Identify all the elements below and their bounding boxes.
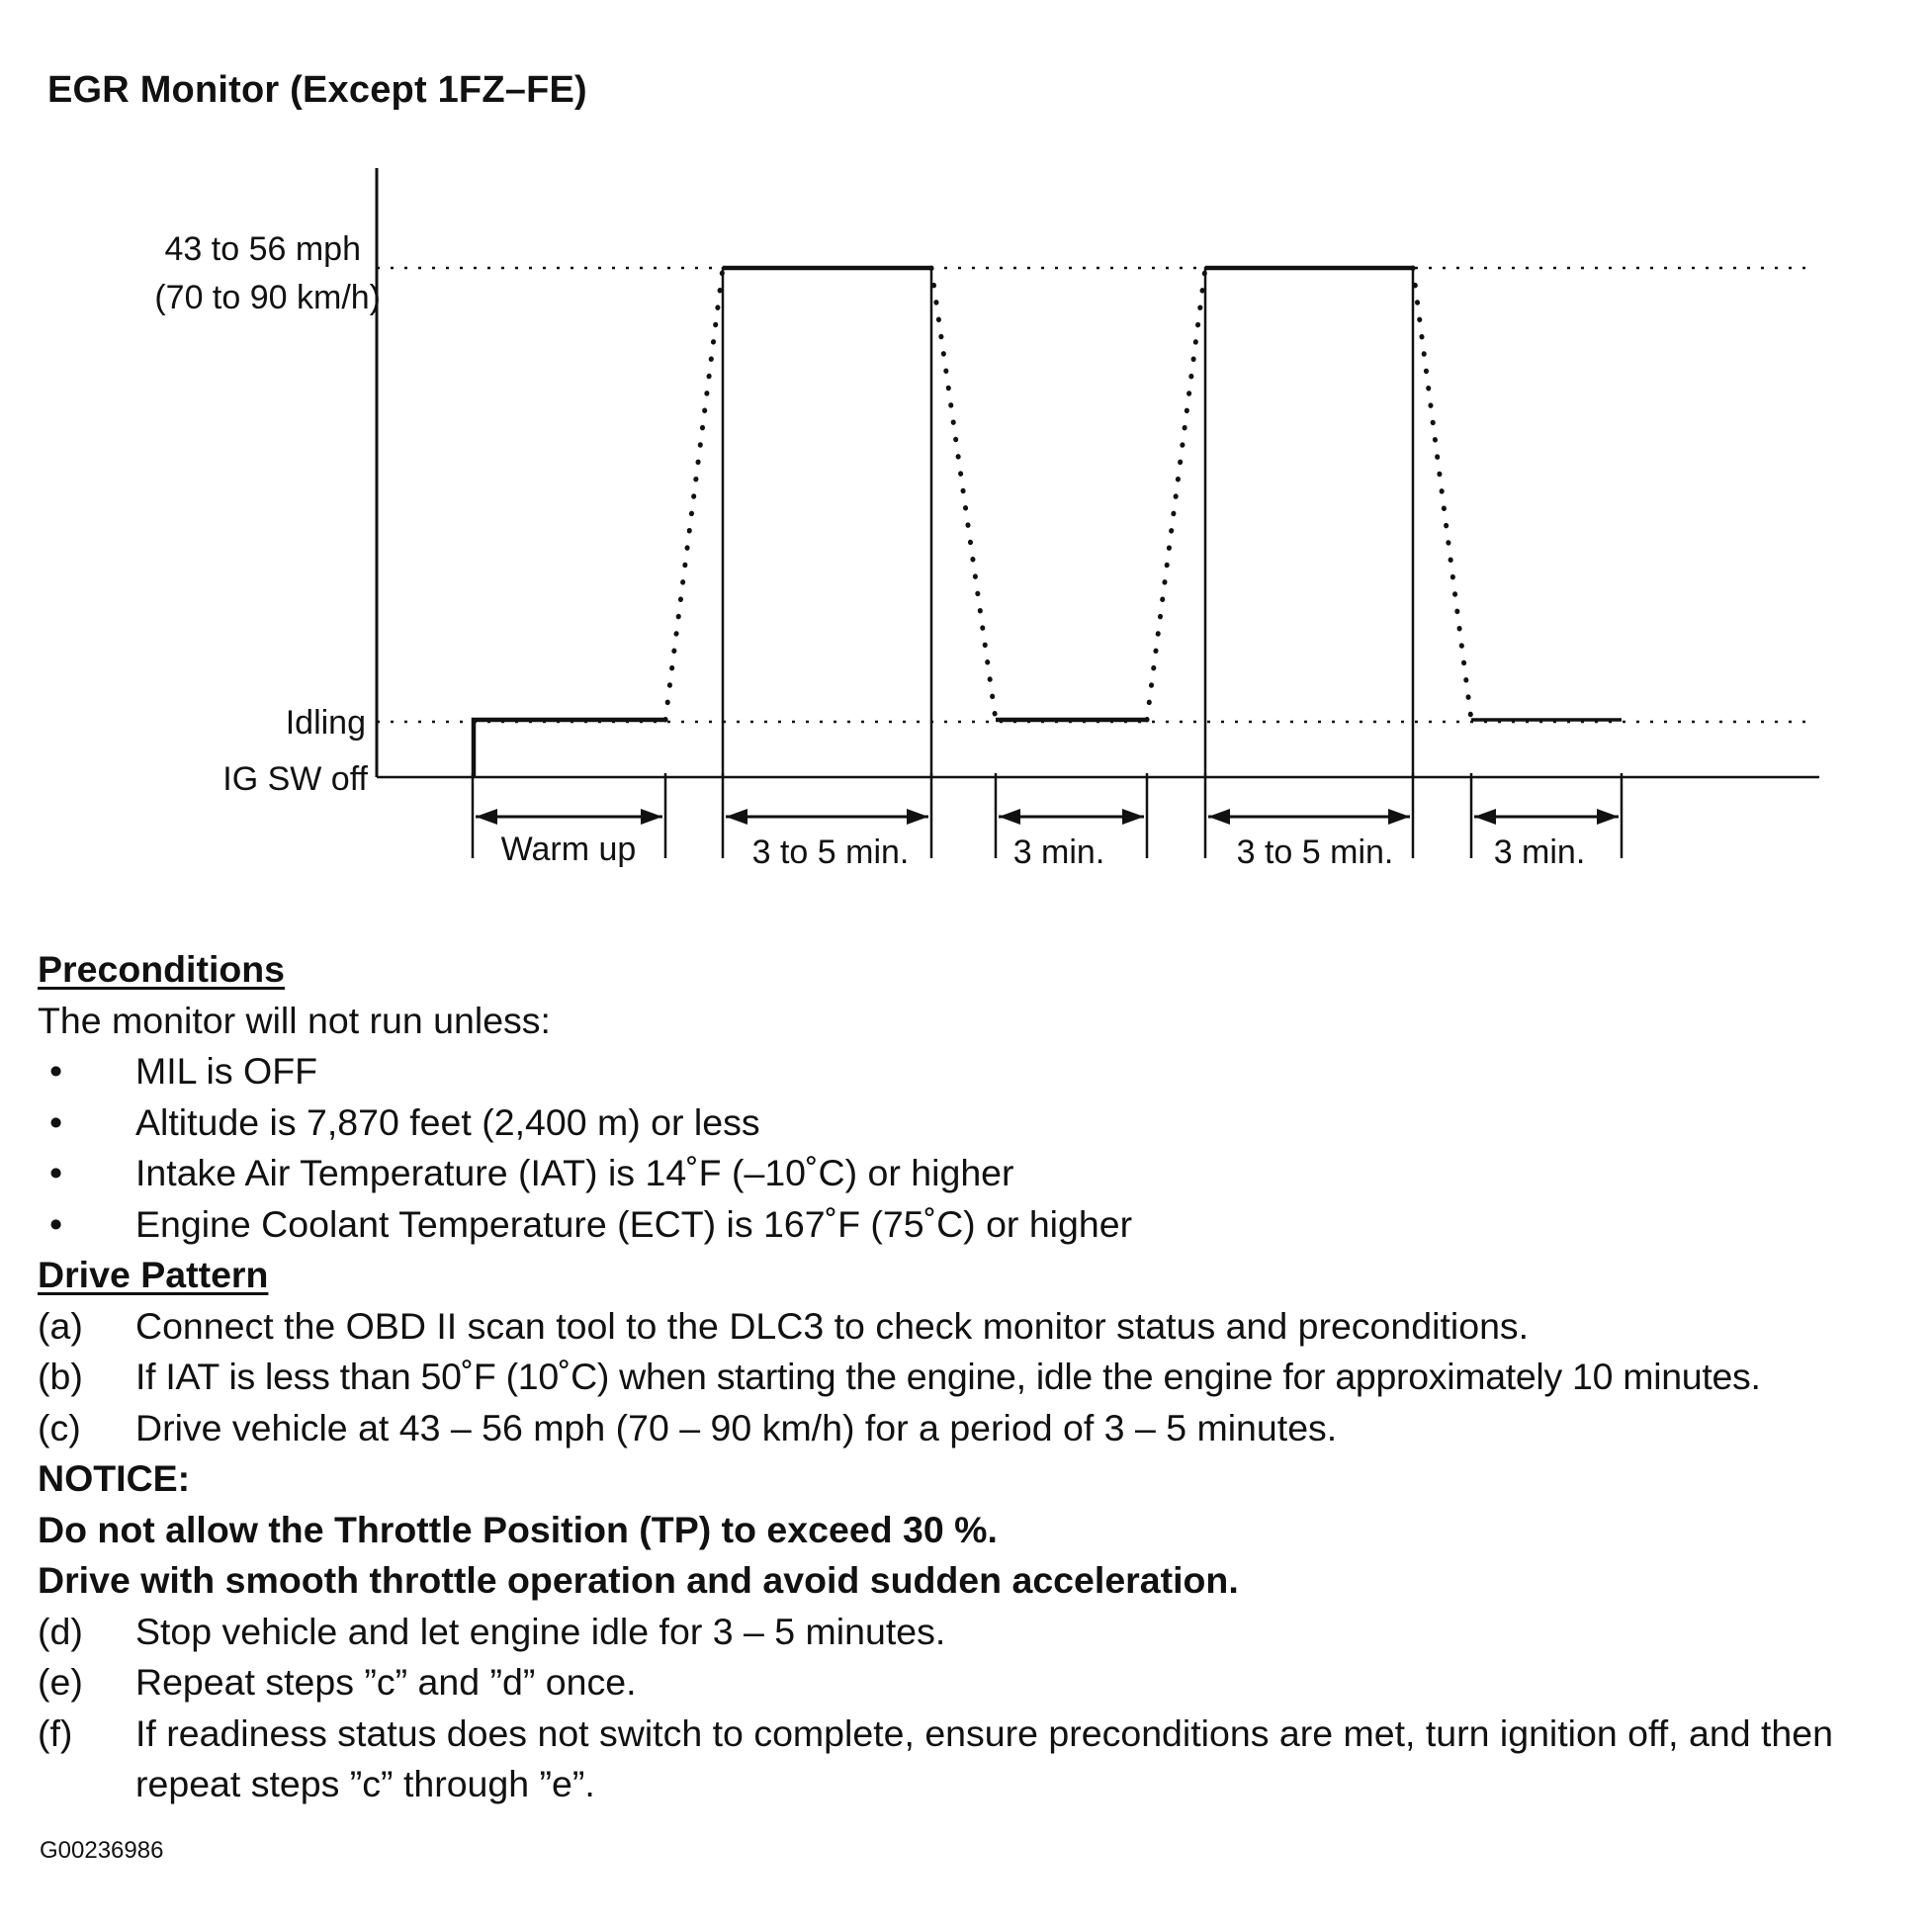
figure-code: G00236986 xyxy=(40,1837,164,1864)
segment-label-cruise-2: 3 to 5 min. xyxy=(1236,833,1394,871)
y-label-ig-sw-off: IG SW off xyxy=(222,760,368,798)
preconditions-heading: Preconditions xyxy=(38,948,286,990)
profile-cruise-1 xyxy=(723,268,931,777)
y-label-speed-kmh: (70 to 90 km/h) xyxy=(154,279,381,316)
step-marker: (e) xyxy=(38,1661,83,1703)
preconditions-intro: The monitor will not run unless: xyxy=(38,999,551,1041)
list-item xyxy=(38,1199,1906,1251)
step-text: Connect the OBD II scan tool to the DLC3 to check monitor status and preconditions. xyxy=(135,1304,1530,1347)
bullet: • xyxy=(49,1050,63,1092)
bullet: • xyxy=(49,1202,63,1245)
profile-warmup xyxy=(474,720,665,777)
step-marker: (b) xyxy=(38,1356,83,1397)
segment-label-idle-1: 3 min. xyxy=(1012,833,1105,871)
drive-pattern-heading: Drive Pattern xyxy=(38,1254,269,1295)
bullet: • xyxy=(49,1152,63,1193)
list-item xyxy=(38,1657,1906,1709)
notice-label: NOTICE: xyxy=(38,1457,191,1499)
list-item xyxy=(38,1403,1906,1454)
step-text: Stop vehicle and let engine idle for 3 – 5 minutes. xyxy=(135,1610,946,1652)
arrowhead xyxy=(1474,809,1496,825)
segment-label-warmup: Warm up xyxy=(500,831,637,868)
arrowhead xyxy=(907,809,928,825)
step-text: If IAT is less than 50˚F (10˚C) when starting the engine, idle the engine for approximately 10 minutes. xyxy=(135,1356,1761,1397)
profile-cruise-2 xyxy=(1205,268,1413,777)
precondition-text: MIL is OFF xyxy=(135,1050,318,1092)
precondition-text: Altitude is 7,870 feet (2,400 m) or less xyxy=(135,1100,760,1143)
arrowhead xyxy=(641,809,662,825)
decel-ramp-2 xyxy=(1413,268,1471,720)
arrowhead xyxy=(1388,809,1410,825)
list-item xyxy=(38,1352,1906,1403)
y-label-idling: Idling xyxy=(285,704,366,742)
step-text: If readiness status does not switch to complete, ensure preconditions are met, turn ignition off, and then repeat steps ”c” through ”e”. xyxy=(135,1711,1833,1804)
instructions xyxy=(38,944,1906,1810)
arrowhead xyxy=(476,809,497,825)
list-item xyxy=(38,1709,1906,1810)
arrowhead xyxy=(1122,809,1144,825)
precondition-text: Intake Air Temperature (IAT) is 14˚F (–10˚C) or higher xyxy=(135,1152,1014,1193)
page-title: EGR Monitor (Except 1FZ–FE) xyxy=(47,69,587,111)
step-text: Repeat steps ”c” and ”d” once. xyxy=(135,1661,637,1703)
step-text: Drive vehicle at 43 – 56 mph (70 – 90 km/h) for a period of 3 – 5 minutes. xyxy=(135,1406,1338,1448)
notice-line-1: Do not allow the Throttle Position (TP) to exceed 30 %. xyxy=(38,1508,998,1550)
list-item xyxy=(38,1607,1906,1658)
bullet: • xyxy=(49,1100,63,1143)
precondition-text: Engine Coolant Temperature (ECT) is 167˚F (75˚C) or higher xyxy=(135,1202,1133,1245)
arrowhead xyxy=(999,809,1020,825)
accel-ramp-1 xyxy=(665,268,723,720)
step-marker: (a) xyxy=(38,1304,83,1347)
drive-pattern-diagram xyxy=(0,0,1932,890)
decel-ramp-1 xyxy=(931,268,996,720)
step-marker: (d) xyxy=(38,1610,83,1652)
transition-dots xyxy=(665,268,1471,720)
arrowhead xyxy=(726,809,747,825)
step-marker: (c) xyxy=(38,1406,81,1448)
accel-ramp-2 xyxy=(1147,268,1205,720)
list-item xyxy=(38,1301,1906,1353)
arrowhead xyxy=(1208,809,1230,825)
list-item xyxy=(38,1046,1906,1097)
notice-line-2: Drive with smooth throttle operation and avoid sudden acceleration. xyxy=(38,1559,1239,1601)
y-label-speed-mph: 43 to 56 mph xyxy=(164,230,361,268)
list-item xyxy=(38,1097,1906,1149)
step-marker: (f) xyxy=(38,1711,73,1754)
segment-label-cruise-1: 3 to 5 min. xyxy=(751,833,910,871)
arrowhead xyxy=(1597,809,1619,825)
segment-label-idle-2: 3 min. xyxy=(1493,833,1586,871)
list-item xyxy=(38,1148,1906,1199)
